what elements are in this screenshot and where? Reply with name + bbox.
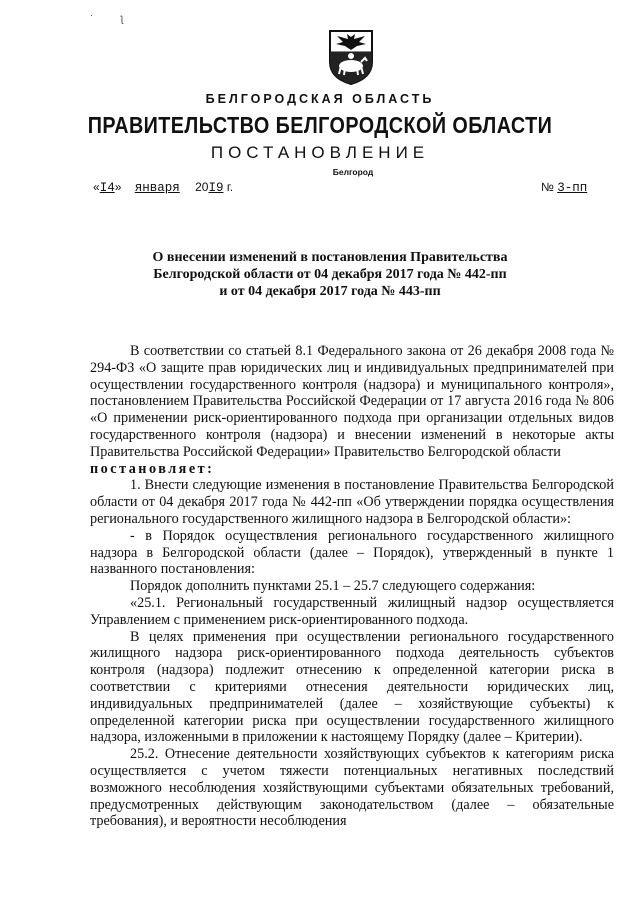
date-day: I4 [99,181,115,195]
coat-of-arms-icon [327,28,375,86]
document-type: ПОСТАНОВЛЕНИЕ [210,143,430,162]
city-name: Белгород [332,167,374,177]
paragraph-25-1: «25.1. Региональный государственный жилищный надзор осуществляется Управлением с применением риск-ориентированного подхода. [90,594,614,628]
scan-mark: ƪ [120,14,124,24]
resolves-keyword: постановляет: [90,460,215,477]
title-line: и от 04 декабря 2017 года № 443-пп [219,284,441,299]
paragraph-25-1b: В целях применения при осуществлении регионального государственного жилищного надзора риск-ориентированного подхода деятельность субъектов контроля (надзора) подлежит отнесению к определенной категории риска в соответствии с критериями отнесения деятельности юридических лиц, индивидуальных предпринимателей (далее – хозяйствующие субъекты) к определенной категории риска при осуществлении государственного жилищного надзора, изложенными в приложении к настоящему Порядку (далее – Критерии). [90,628,614,746]
date-line [93,180,233,195]
document-body [90,343,614,830]
date-year-suffix: I9 [208,181,224,195]
number-sign: № [541,180,554,194]
date-month: января [134,181,180,195]
date-year-abbr: г. [226,180,234,194]
title-line: О внесении изменений в постановления Правительства [152,250,508,265]
paragraph-item-1-sub: - в Порядок осуществления регионального государственного жилищного надзора в Белгородской области (далее – Порядок), утвержденный в пункте 1 названного постановления: [90,527,614,578]
region-name: БЕЛГОРОДСКАЯ ОБЛАСТЬ [205,92,435,106]
close-quote: » [114,180,122,194]
intro-paragraph: В соответствии со статьей 8.1 Федерального закона от 26 декабря 2008 года № 294-ФЗ «О защите прав юридических лиц и индивидуальных предпринимателей при осуществлении государственного контроля (надзора) и муниципального контроля», постановлением Правительства Российской Федерации от 17 августа 2016 года № 806 «О применении риск-ориентированного подхода при организации отдельных видов государственного контроля (надзора) и внесении изменений в некоторые акты Правительства Российской Федерации» Правительство Белгородской области [90,343,614,460]
paragraph-25-2: 25.2. Отнесение деятельности хозяйствующих субъектов к категориям риска осуществляется с учетом тяжести потенциальных негативных последствий возможного несоблюдения хозяйствующими субъектами обязательных требований, предусмотренных действующим законодательством (далее – обязательные требования), и вероятности несоблюдения [90,746,614,830]
paragraph-supplement: Порядок дополнить пунктами 25.1 – 25.7 следующего содержания: [130,578,536,595]
title-line: Белгородской области от 04 декабря 2017 года № 442-пп [153,267,507,282]
government-name: ПРАВИТЕЛЬСТВО БЕЛГОРОДСКОЙ ОБЛАСТИ [87,112,553,138]
scan-mark: · [90,10,93,20]
paragraph-item-1: 1. Внести следующие изменения в постановление Правительства Белгородской области от 04 декабря 2017 года № 442-пп «Об утверждении порядка осуществления регионального государственного жилищного надзора в Белгородской области»: [90,477,614,527]
date-year-prefix: 20 [195,180,209,194]
document-number [541,180,587,195]
number-value: 3-пп [557,181,588,195]
open-quote: « [93,180,100,194]
document-title [120,249,540,300]
